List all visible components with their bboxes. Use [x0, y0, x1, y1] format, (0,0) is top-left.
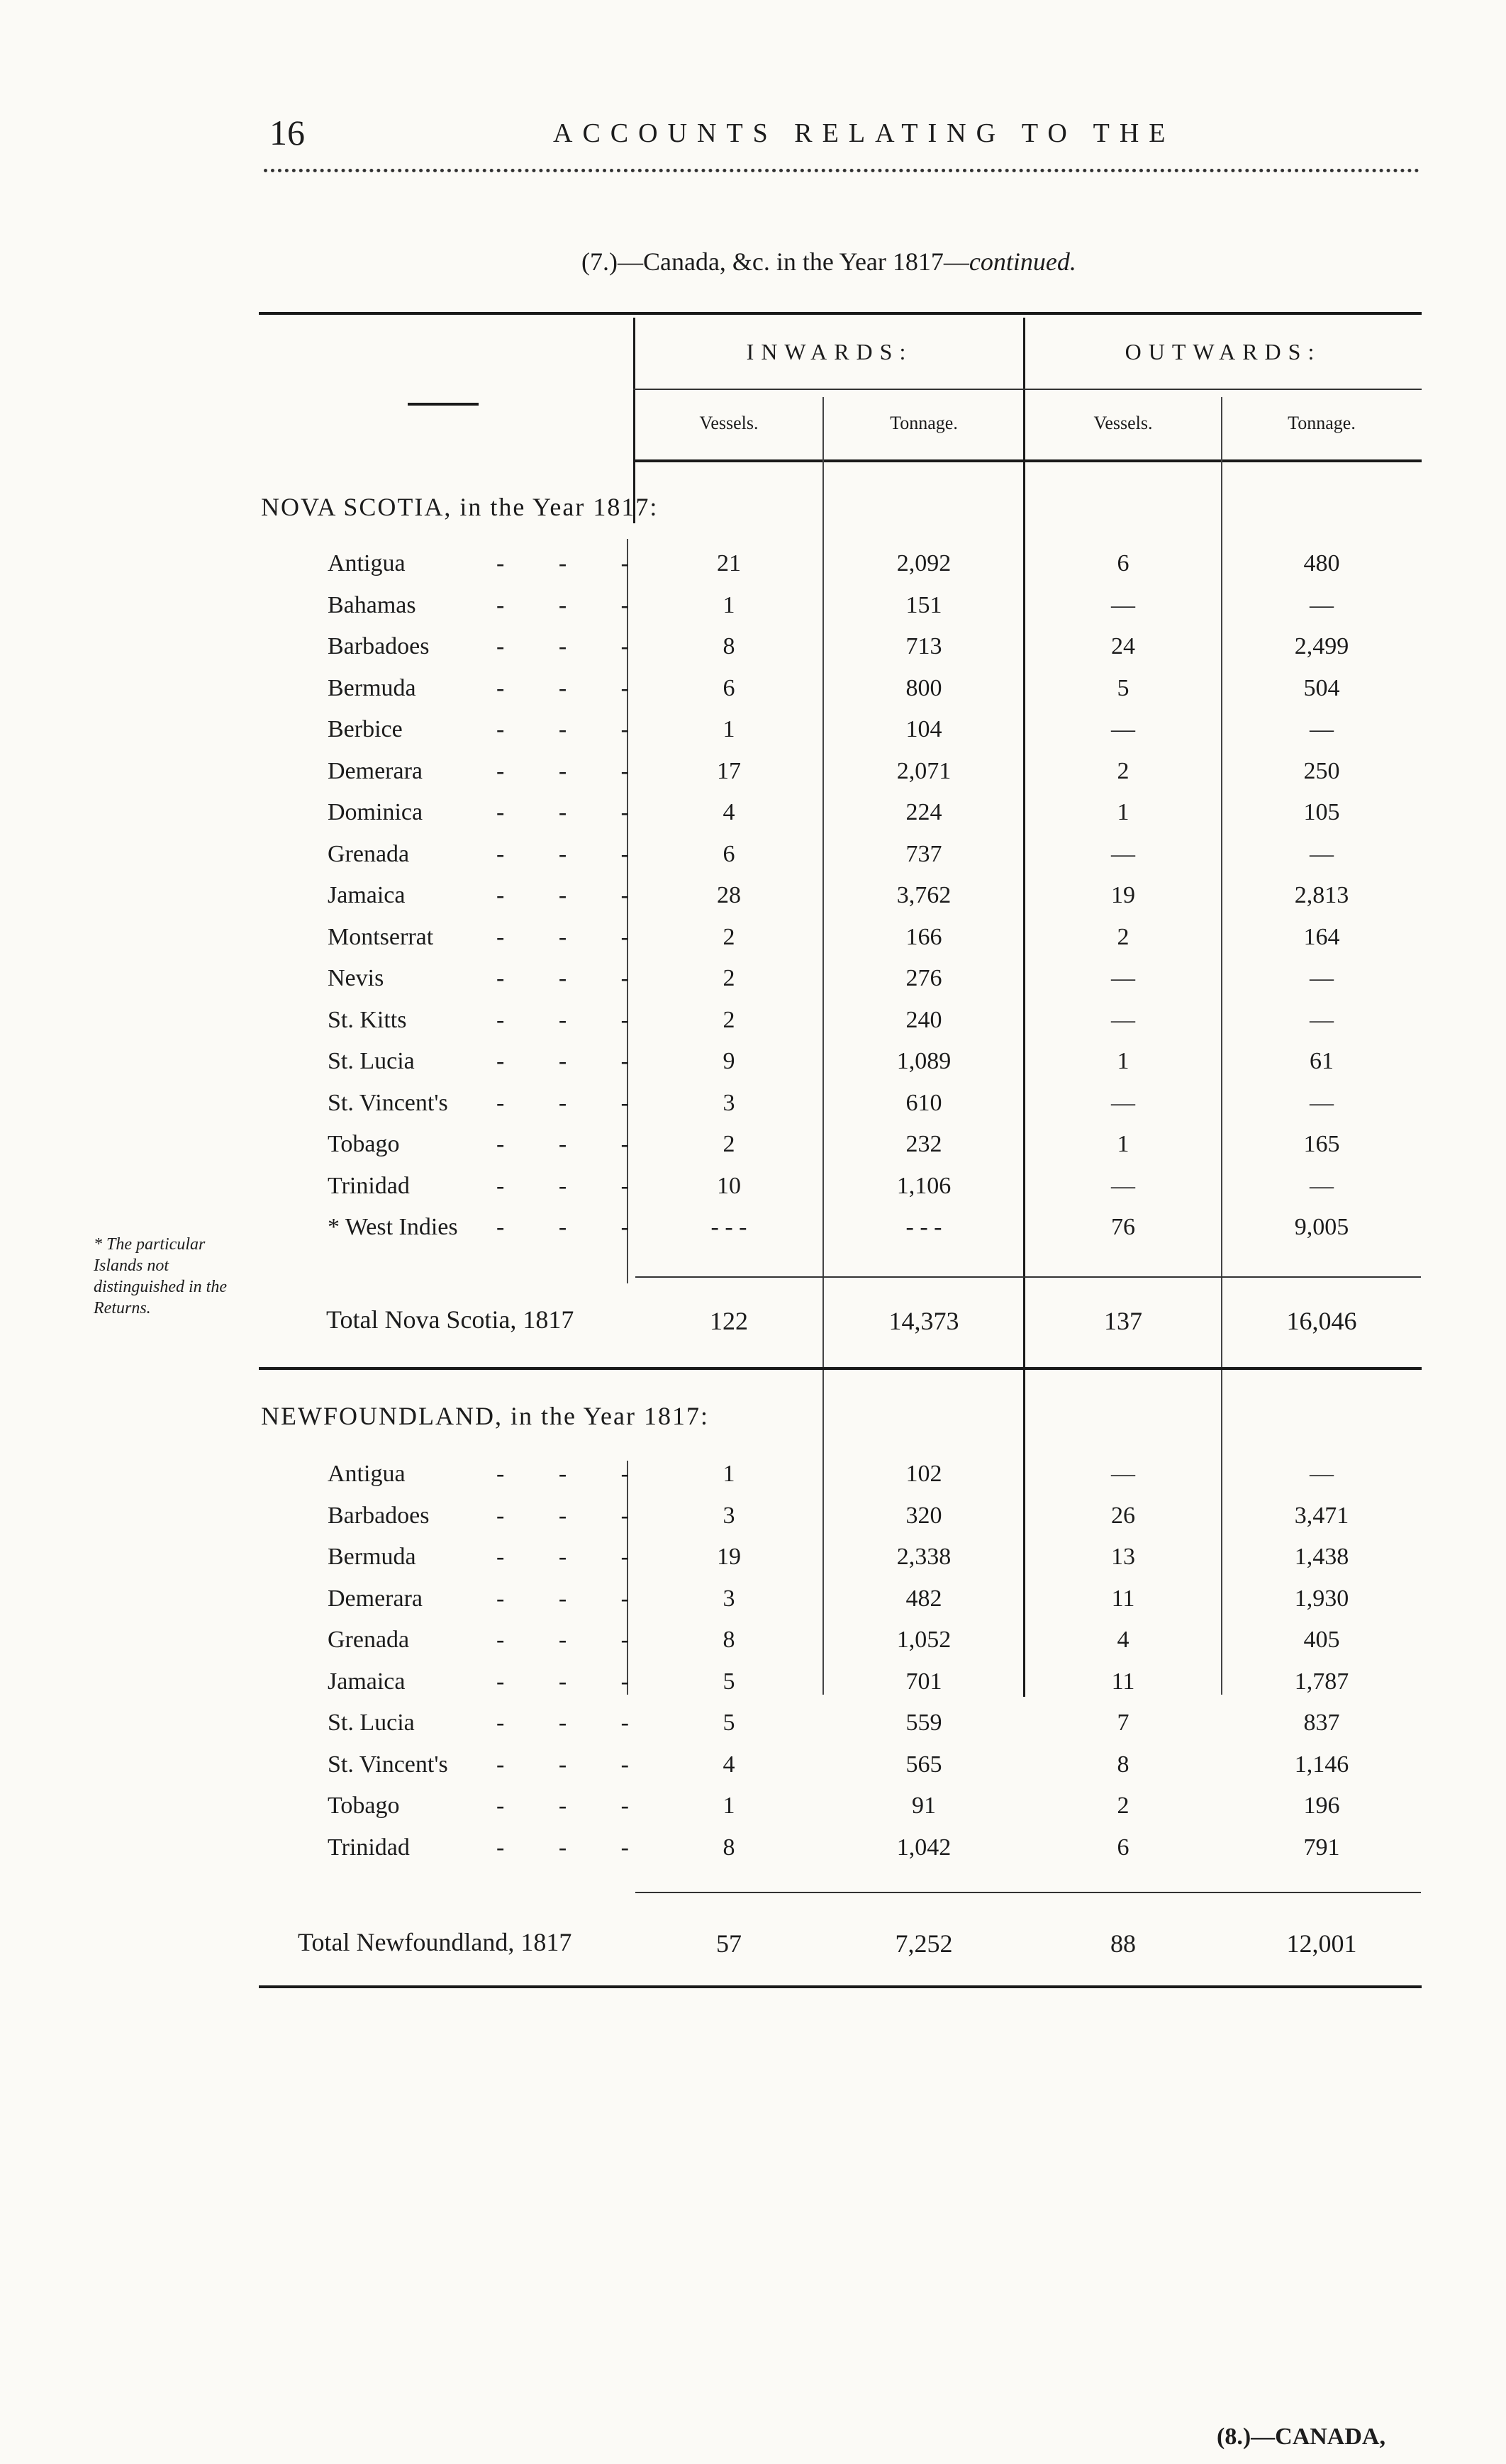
- newfoundland-row: [0, 1793, 1506, 1834]
- inwards-tonnage: 800: [905, 674, 942, 701]
- outwards-tonnage: 2,813: [1294, 882, 1349, 908]
- leader-dashes: - - -: [496, 1089, 653, 1116]
- outwards-tonnage: 2,499: [1294, 633, 1349, 659]
- outwards-tonnage: 165: [1303, 1131, 1340, 1157]
- caption-italic: continued.: [969, 247, 1076, 276]
- nova-scotia-row: [0, 1048, 1506, 1089]
- nova-scotia-row: [0, 592, 1506, 633]
- outwards-vessels: —: [1111, 1172, 1135, 1199]
- leader-dashes: - - -: [496, 674, 653, 701]
- table-bottom-rule: [259, 1985, 1422, 1988]
- inwards-vessels: 2: [723, 965, 735, 991]
- newfoundland-row: [0, 1668, 1506, 1710]
- outwards-tonnage: 1,438: [1294, 1544, 1349, 1570]
- newfoundland-row: [0, 1461, 1506, 1502]
- inwards-tonnage-header: Tonnage.: [890, 413, 958, 433]
- subheader-rule: [633, 389, 1422, 390]
- inwards-tonnage: 2,071: [896, 757, 952, 784]
- outwards-vessels: —: [1111, 840, 1135, 867]
- inwards-vessels: 2: [723, 1006, 735, 1033]
- inwards-tonnage: 737: [905, 840, 942, 867]
- outwards-tonnage: —: [1310, 840, 1334, 867]
- inwards-vessels: 3: [723, 1585, 735, 1612]
- outwards-tonnage: —: [1310, 716, 1334, 742]
- nova-scotia-row: [0, 675, 1506, 716]
- place-name: Tobago: [328, 1131, 400, 1157]
- outwards-tonnage: —: [1310, 591, 1334, 618]
- leader-dashes: - - -: [496, 840, 653, 867]
- ns-total-out-vessels: 137: [1104, 1307, 1142, 1335]
- place-name: St. Lucia: [328, 1710, 415, 1736]
- inwards-tonnage: 91: [912, 1793, 936, 1819]
- outwards-vessels-header: Vessels.: [1093, 413, 1153, 433]
- leader-dashes: - - -: [496, 1214, 653, 1240]
- leader-dashes: - - -: [496, 591, 653, 618]
- inwards-tonnage: 1,042: [896, 1834, 952, 1861]
- inwards-tonnage: 2,092: [896, 550, 952, 576]
- running-head: ACCOUNTS RELATING TO THE: [553, 118, 1176, 148]
- inwards-tonnage: 701: [905, 1668, 942, 1695]
- outwards-vessels: 26: [1111, 1502, 1135, 1529]
- inwards-vessels: 28: [717, 882, 741, 908]
- inwards-tonnage: 232: [905, 1131, 942, 1157]
- newfoundland-row: [0, 1544, 1506, 1585]
- leader-dashes: - - -: [496, 1793, 653, 1819]
- nova-scotia-row: [0, 924, 1506, 965]
- inwards-vessels: - - -: [710, 1214, 747, 1240]
- inwards-vessels: 9: [723, 1048, 735, 1074]
- newfoundland-row: [0, 1834, 1506, 1875]
- ns-total-in-vessels: 122: [710, 1307, 748, 1335]
- outwards-tonnage: 3,471: [1294, 1502, 1349, 1529]
- inwards-tonnage: 482: [905, 1585, 942, 1612]
- inwards-vessels: 1: [723, 1461, 735, 1487]
- inwards-tonnage: 276: [905, 965, 942, 991]
- leader-dashes: - - -: [496, 757, 653, 784]
- outwards-tonnage: 837: [1303, 1710, 1340, 1736]
- place-name: Berbice: [328, 716, 403, 742]
- place-name: Grenada: [328, 840, 410, 867]
- outwards-tonnage: —: [1310, 1172, 1334, 1199]
- side-note: * The particular Islands not distinguished in the Returns.: [94, 1235, 227, 1317]
- inwards-tonnage: 1,106: [896, 1172, 952, 1199]
- outwards-vessels: 6: [1117, 1834, 1130, 1861]
- nova-scotia-row: [0, 1131, 1506, 1172]
- outwards-vessels: —: [1111, 1461, 1135, 1487]
- nova-scotia-title: NOVA SCOTIA, in the Year 1817:: [261, 493, 659, 521]
- nf-total-in-tonnage: 7,252: [895, 1929, 953, 1958]
- inwards-vessels: 8: [723, 1627, 735, 1653]
- inwards-tonnage: 565: [905, 1751, 942, 1778]
- inwards-tonnage: 102: [905, 1461, 942, 1487]
- outwards-vessels: 5: [1117, 674, 1130, 701]
- inwards-tonnage: 1,052: [896, 1627, 952, 1653]
- leader-dashes: - - -: [496, 923, 653, 950]
- outwards-vessels: 4: [1117, 1627, 1130, 1653]
- inwards-vessels: 17: [717, 757, 741, 784]
- leader-dashes: - - -: [496, 1710, 653, 1736]
- inwards-vessels: 10: [717, 1172, 741, 1199]
- place-name: Demerara: [328, 757, 423, 784]
- outwards-tonnage: 791: [1303, 1834, 1340, 1861]
- leader-dashes: - - -: [496, 1006, 653, 1033]
- inwards-vessels: 3: [723, 1089, 735, 1116]
- leader-dashes: - - -: [496, 1502, 653, 1529]
- leader-dashes: - - -: [496, 1048, 653, 1074]
- outwards-vessels: 7: [1117, 1710, 1130, 1736]
- nova-scotia-row: [0, 1173, 1506, 1214]
- inwards-vessels: 3: [723, 1502, 735, 1529]
- outwards-vessels: 11: [1111, 1585, 1135, 1612]
- outwards-tonnage: 405: [1303, 1627, 1340, 1653]
- leader-dashes: - - -: [496, 550, 653, 576]
- outwards-vessels: 13: [1111, 1544, 1135, 1570]
- inwards-tonnage: 610: [905, 1089, 942, 1116]
- outwards-tonnage: 504: [1303, 674, 1340, 701]
- newfoundland-title: NEWFOUNDLAND, in the Year 1817:: [261, 1402, 709, 1430]
- ns-sum-rule: [635, 1276, 1421, 1278]
- outwards-header: OUTWARDS:: [1125, 339, 1322, 364]
- nova-scotia-row: [0, 633, 1506, 674]
- inwards-tonnage: 3,762: [896, 882, 952, 908]
- nf-total-out-tonnage: 12,001: [1286, 1929, 1357, 1958]
- outwards-vessels: 76: [1111, 1214, 1135, 1240]
- leader-dashes: - - -: [496, 1751, 653, 1778]
- inwards-vessels: 4: [723, 799, 735, 825]
- place-name: Nevis: [328, 965, 384, 991]
- inwards-tonnage: 1,089: [896, 1048, 952, 1074]
- inwards-vessels: 21: [717, 550, 741, 576]
- place-name: Antigua: [328, 550, 406, 576]
- inwards-vessels: 6: [723, 674, 735, 701]
- inwards-tonnage: 713: [905, 633, 942, 659]
- ns-total-label: Total Nova Scotia, 1817: [326, 1305, 574, 1334]
- nf-total-out-vessels: 88: [1110, 1929, 1136, 1958]
- place-name: St. Vincent's: [328, 1089, 448, 1116]
- place-name: Jamaica: [328, 1668, 406, 1695]
- outwards-tonnage: 1,146: [1294, 1751, 1349, 1778]
- inwards-vessels: 8: [723, 1834, 735, 1861]
- outwards-tonnage: 164: [1303, 923, 1340, 950]
- inwards-tonnage: - - -: [905, 1214, 942, 1240]
- place-name: St. Vincent's: [328, 1751, 448, 1778]
- nf-total-label: Total Newfoundland, 1817: [298, 1928, 572, 1956]
- inwards-tonnage: 240: [905, 1006, 942, 1033]
- inwards-vessels: 1: [723, 591, 735, 618]
- outwards-tonnage: 61: [1310, 1048, 1334, 1074]
- leader-dashes: - - -: [496, 1627, 653, 1653]
- outwards-vessels: 2: [1117, 1793, 1130, 1819]
- outwards-vessels: —: [1111, 591, 1135, 618]
- header-bottom-rule: [633, 459, 1422, 462]
- outwards-tonnage: 480: [1303, 550, 1340, 576]
- place-name: Montserrat: [328, 923, 434, 950]
- outwards-vessels: —: [1111, 965, 1135, 991]
- inwards-tonnage: 2,338: [896, 1544, 952, 1570]
- inwards-vessels-header: Vessels.: [699, 413, 759, 433]
- inwards-vessels: 6: [723, 840, 735, 867]
- place-name: Barbadoes: [328, 633, 430, 659]
- inwards-vessels: 19: [717, 1544, 741, 1570]
- place-name: Dominica: [328, 799, 423, 825]
- inwards-vessels: 5: [723, 1710, 735, 1736]
- outwards-tonnage: —: [1310, 1006, 1334, 1033]
- leader-dashes: - - -: [496, 716, 653, 742]
- outwards-tonnage: —: [1310, 1089, 1334, 1116]
- ns-section-rule: [259, 1367, 1422, 1370]
- outwards-tonnage: —: [1310, 965, 1334, 991]
- outwards-vessels: —: [1111, 1089, 1135, 1116]
- inwards-tonnage: 166: [905, 923, 942, 950]
- outwards-tonnage: 250: [1303, 757, 1340, 784]
- outwards-tonnage: 9,005: [1294, 1214, 1349, 1240]
- outwards-tonnage: 196: [1303, 1793, 1340, 1819]
- nova-scotia-row: [0, 1007, 1506, 1048]
- inwards-vessels: 5: [723, 1668, 735, 1695]
- place-name: Grenada: [328, 1627, 410, 1653]
- nova-scotia-row: [0, 882, 1506, 923]
- ns-total-in-tonnage: 14,373: [888, 1307, 959, 1335]
- outwards-vessels: 1: [1117, 799, 1130, 825]
- outwards-vessels: 11: [1111, 1668, 1135, 1695]
- place-name: Barbadoes: [328, 1502, 430, 1529]
- nova-scotia-row: [0, 841, 1506, 882]
- inwards-tonnage: 224: [905, 799, 942, 825]
- place-name: Bermuda: [328, 674, 416, 701]
- outwards-vessels: 19: [1111, 882, 1135, 908]
- place-name: Tobago: [328, 1793, 400, 1819]
- stub-dash: [408, 403, 479, 406]
- leader-dashes: - - -: [496, 633, 653, 659]
- leader-dashes: - - -: [496, 1585, 653, 1612]
- nf-total-in-vessels: 57: [716, 1929, 742, 1958]
- place-name: Bahamas: [328, 591, 416, 618]
- ns-total-out-tonnage: 16,046: [1286, 1307, 1357, 1335]
- leader-dashes: - - -: [496, 1544, 653, 1570]
- caption-main: (7.)—Canada, &c. in the Year 1817—: [581, 247, 969, 276]
- outwards-vessels: 1: [1117, 1131, 1130, 1157]
- newfoundland-row: [0, 1627, 1506, 1668]
- outwards-vessels: 2: [1117, 923, 1130, 950]
- nova-scotia-row: [0, 716, 1506, 757]
- outwards-vessels: 24: [1111, 633, 1135, 659]
- inwards-tonnage: 559: [905, 1710, 942, 1736]
- outwards-tonnage: 1,787: [1294, 1668, 1349, 1695]
- inwards-vessels: 1: [723, 716, 735, 742]
- header-rule: [264, 169, 1419, 172]
- place-name: Trinidad: [328, 1172, 410, 1199]
- table-caption: [581, 247, 1076, 277]
- newfoundland-row: [0, 1710, 1506, 1751]
- outwards-vessels: 6: [1117, 550, 1130, 576]
- place-name: * West Indies: [328, 1214, 458, 1240]
- nova-scotia-row: [0, 1090, 1506, 1131]
- leader-dashes: - - -: [496, 882, 653, 908]
- nova-scotia-row: [0, 550, 1506, 591]
- inwards-vessels: 2: [723, 1131, 735, 1157]
- place-name: Jamaica: [328, 882, 406, 908]
- leader-dashes: - - -: [496, 1834, 653, 1861]
- catchword: (8.)—CANADA,: [1217, 2424, 1385, 2450]
- inwards-vessels: 1: [723, 1793, 735, 1819]
- newfoundland-row: [0, 1585, 1506, 1627]
- leader-dashes: - - -: [496, 1461, 653, 1487]
- place-name: Demerara: [328, 1585, 423, 1612]
- outwards-vessels: 8: [1117, 1751, 1130, 1778]
- nova-scotia-row: [0, 758, 1506, 799]
- inwards-vessels: 2: [723, 923, 735, 950]
- outwards-tonnage: 105: [1303, 799, 1340, 825]
- table-top-rule: [259, 312, 1422, 315]
- leader-dashes: - - -: [496, 1668, 653, 1695]
- page-number: 16: [269, 113, 305, 152]
- nova-scotia-row: [0, 965, 1506, 1006]
- leader-dashes: - - -: [496, 1172, 653, 1199]
- inwards-tonnage: 320: [905, 1502, 942, 1529]
- outwards-tonnage-header: Tonnage.: [1288, 413, 1356, 433]
- outwards-vessels: 1: [1117, 1048, 1130, 1074]
- leader-dashes: - - -: [496, 965, 653, 991]
- outwards-vessels: —: [1111, 716, 1135, 742]
- nova-scotia-row: [0, 799, 1506, 840]
- outwards-vessels: 2: [1117, 757, 1130, 784]
- inwards-vessels: 8: [723, 633, 735, 659]
- leader-dashes: - - -: [496, 1131, 653, 1157]
- inwards-vessels: 4: [723, 1751, 735, 1778]
- outwards-vessels: —: [1111, 1006, 1135, 1033]
- newfoundland-row: [0, 1503, 1506, 1544]
- inwards-tonnage: 151: [905, 591, 942, 618]
- leader-dashes: - - -: [496, 799, 653, 825]
- place-name: Antigua: [328, 1461, 406, 1487]
- nf-sum-rule: [635, 1892, 1421, 1893]
- inwards-tonnage: 104: [905, 716, 942, 742]
- outwards-tonnage: —: [1310, 1461, 1334, 1487]
- outwards-tonnage: 1,930: [1294, 1585, 1349, 1612]
- newfoundland-row: [0, 1751, 1506, 1793]
- place-name: Trinidad: [328, 1834, 410, 1861]
- place-name: Bermuda: [328, 1544, 416, 1570]
- place-name: St. Kitts: [328, 1006, 407, 1033]
- inwards-header: INWARDS:: [746, 339, 913, 364]
- place-name: St. Lucia: [328, 1048, 415, 1074]
